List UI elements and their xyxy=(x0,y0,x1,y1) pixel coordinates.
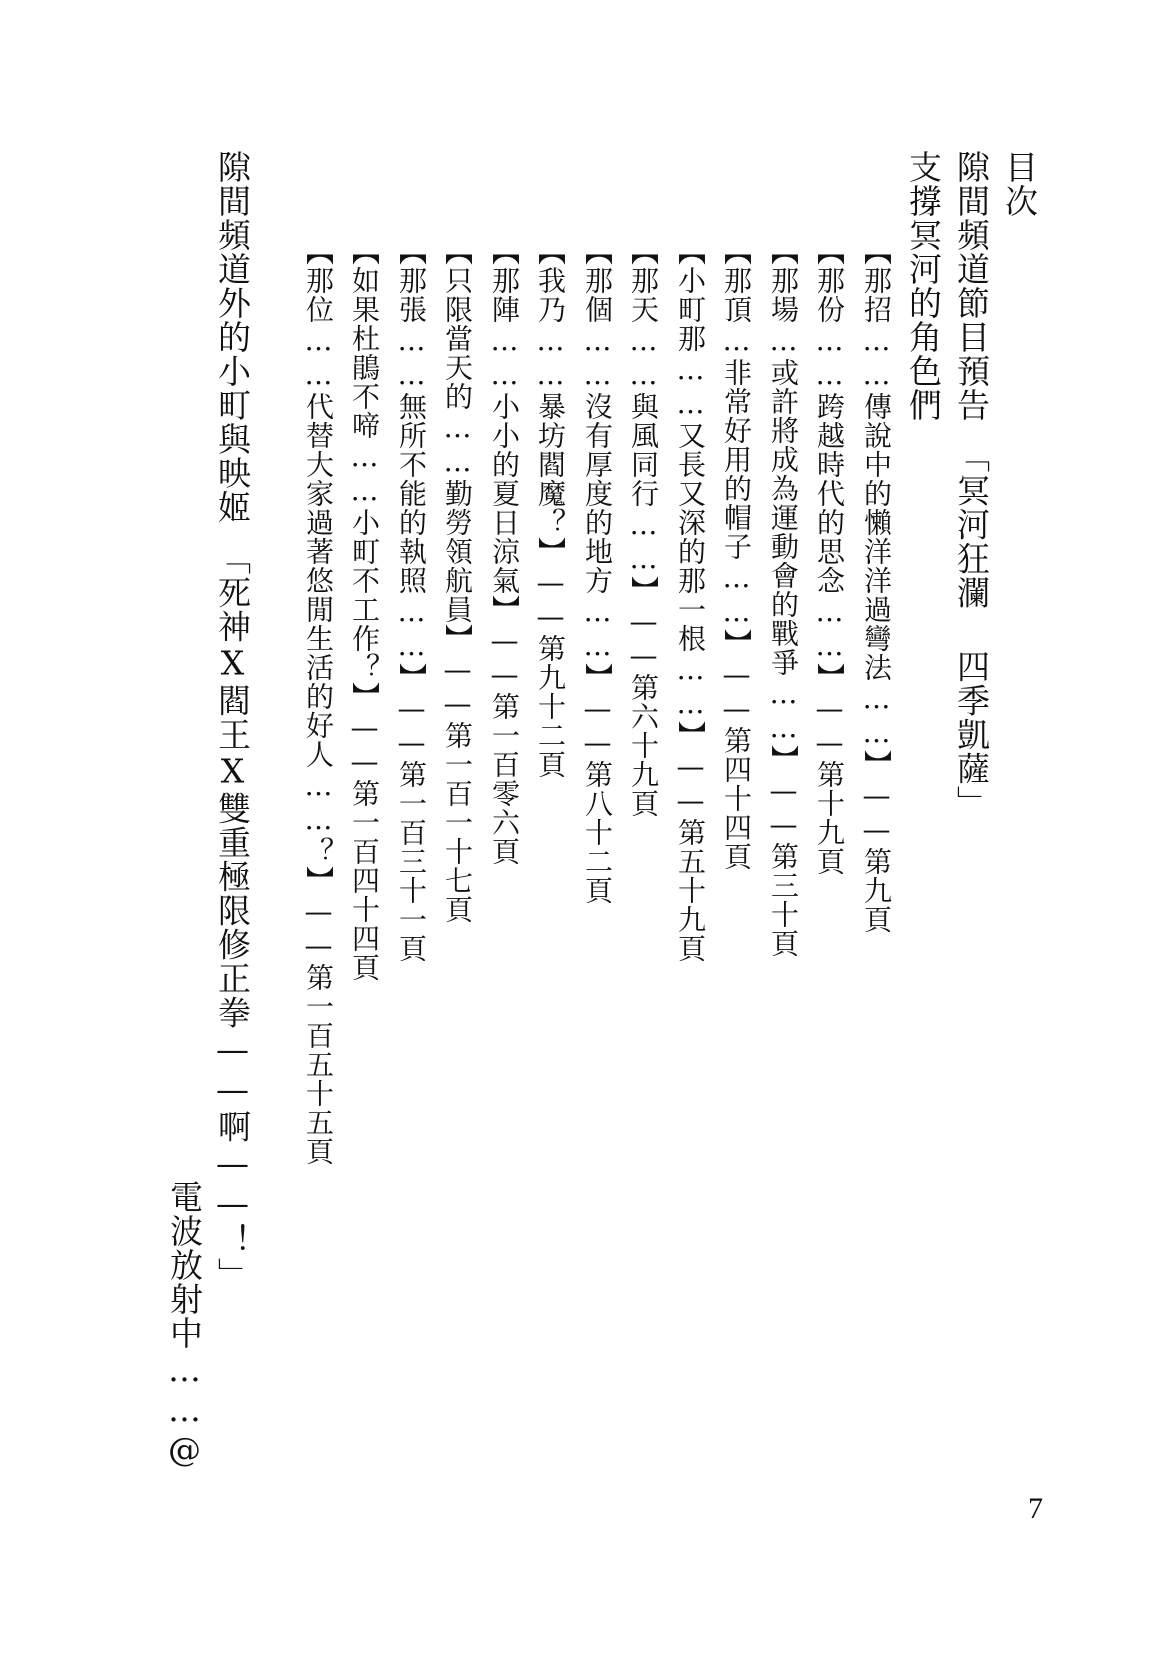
toc-entry[interactable]: 【我乃……暴坊閻魔？】——第九十二頁 xyxy=(534,237,567,779)
program-title: 隙間頻道節目預告 「冥河狂瀾 四季凱薩」 xyxy=(952,150,991,820)
toc-entry[interactable]: 【那場…或許將成為運動會的戰爭……】——第三十頁 xyxy=(767,237,800,958)
toc-entry[interactable]: 【那位……代替大家過著悠閒生活的好人……？】——第一百五十五頁 xyxy=(302,237,335,1166)
broadcast-text: 電波放射中……@ xyxy=(165,1180,204,1470)
toc-entry[interactable]: 【那招……傳說中的懶洋洋過彎法……】——第九頁 xyxy=(860,237,893,934)
toc-heading: 目次 xyxy=(1000,150,1039,218)
toc-entry[interactable]: 【如果杜鵑不啼……小町不工作？】——第一百四十四頁 xyxy=(348,237,381,982)
toc-entry[interactable]: 【那張……無所不能的執照……】——第一百三十一頁 xyxy=(395,237,428,963)
toc-entry[interactable]: 【那陣……小小的夏日涼氣】——第一百零六頁 xyxy=(488,237,521,866)
toc-entry[interactable]: 【那份……跨越時代的思念……】——第十九頁 xyxy=(813,237,846,876)
toc-entry[interactable]: 【那頂…非常好用的帽子……】——第四十四頁 xyxy=(720,237,753,871)
toc-entry[interactable]: 【那天……與風同行……】——第六十九頁 xyxy=(627,237,660,818)
toc-entry[interactable]: 【小町那……又長又深的那一根……】——第五十九頁 xyxy=(674,237,707,963)
extra-program-title: 隙間頻道外的小町與映姬 「死神X閻王X雙重極限修正拳——啊——！」 xyxy=(213,150,252,1292)
toc-entry[interactable]: 【那個……沒有厚度的地方……】——第八十二頁 xyxy=(581,237,614,905)
page-number: 7 xyxy=(1028,1492,1043,1525)
section-title: 支撐冥河的角色們 xyxy=(904,150,943,422)
toc-entry[interactable]: 【只限當天的……勤勞領航員】——第一百一十七頁 xyxy=(441,237,474,924)
